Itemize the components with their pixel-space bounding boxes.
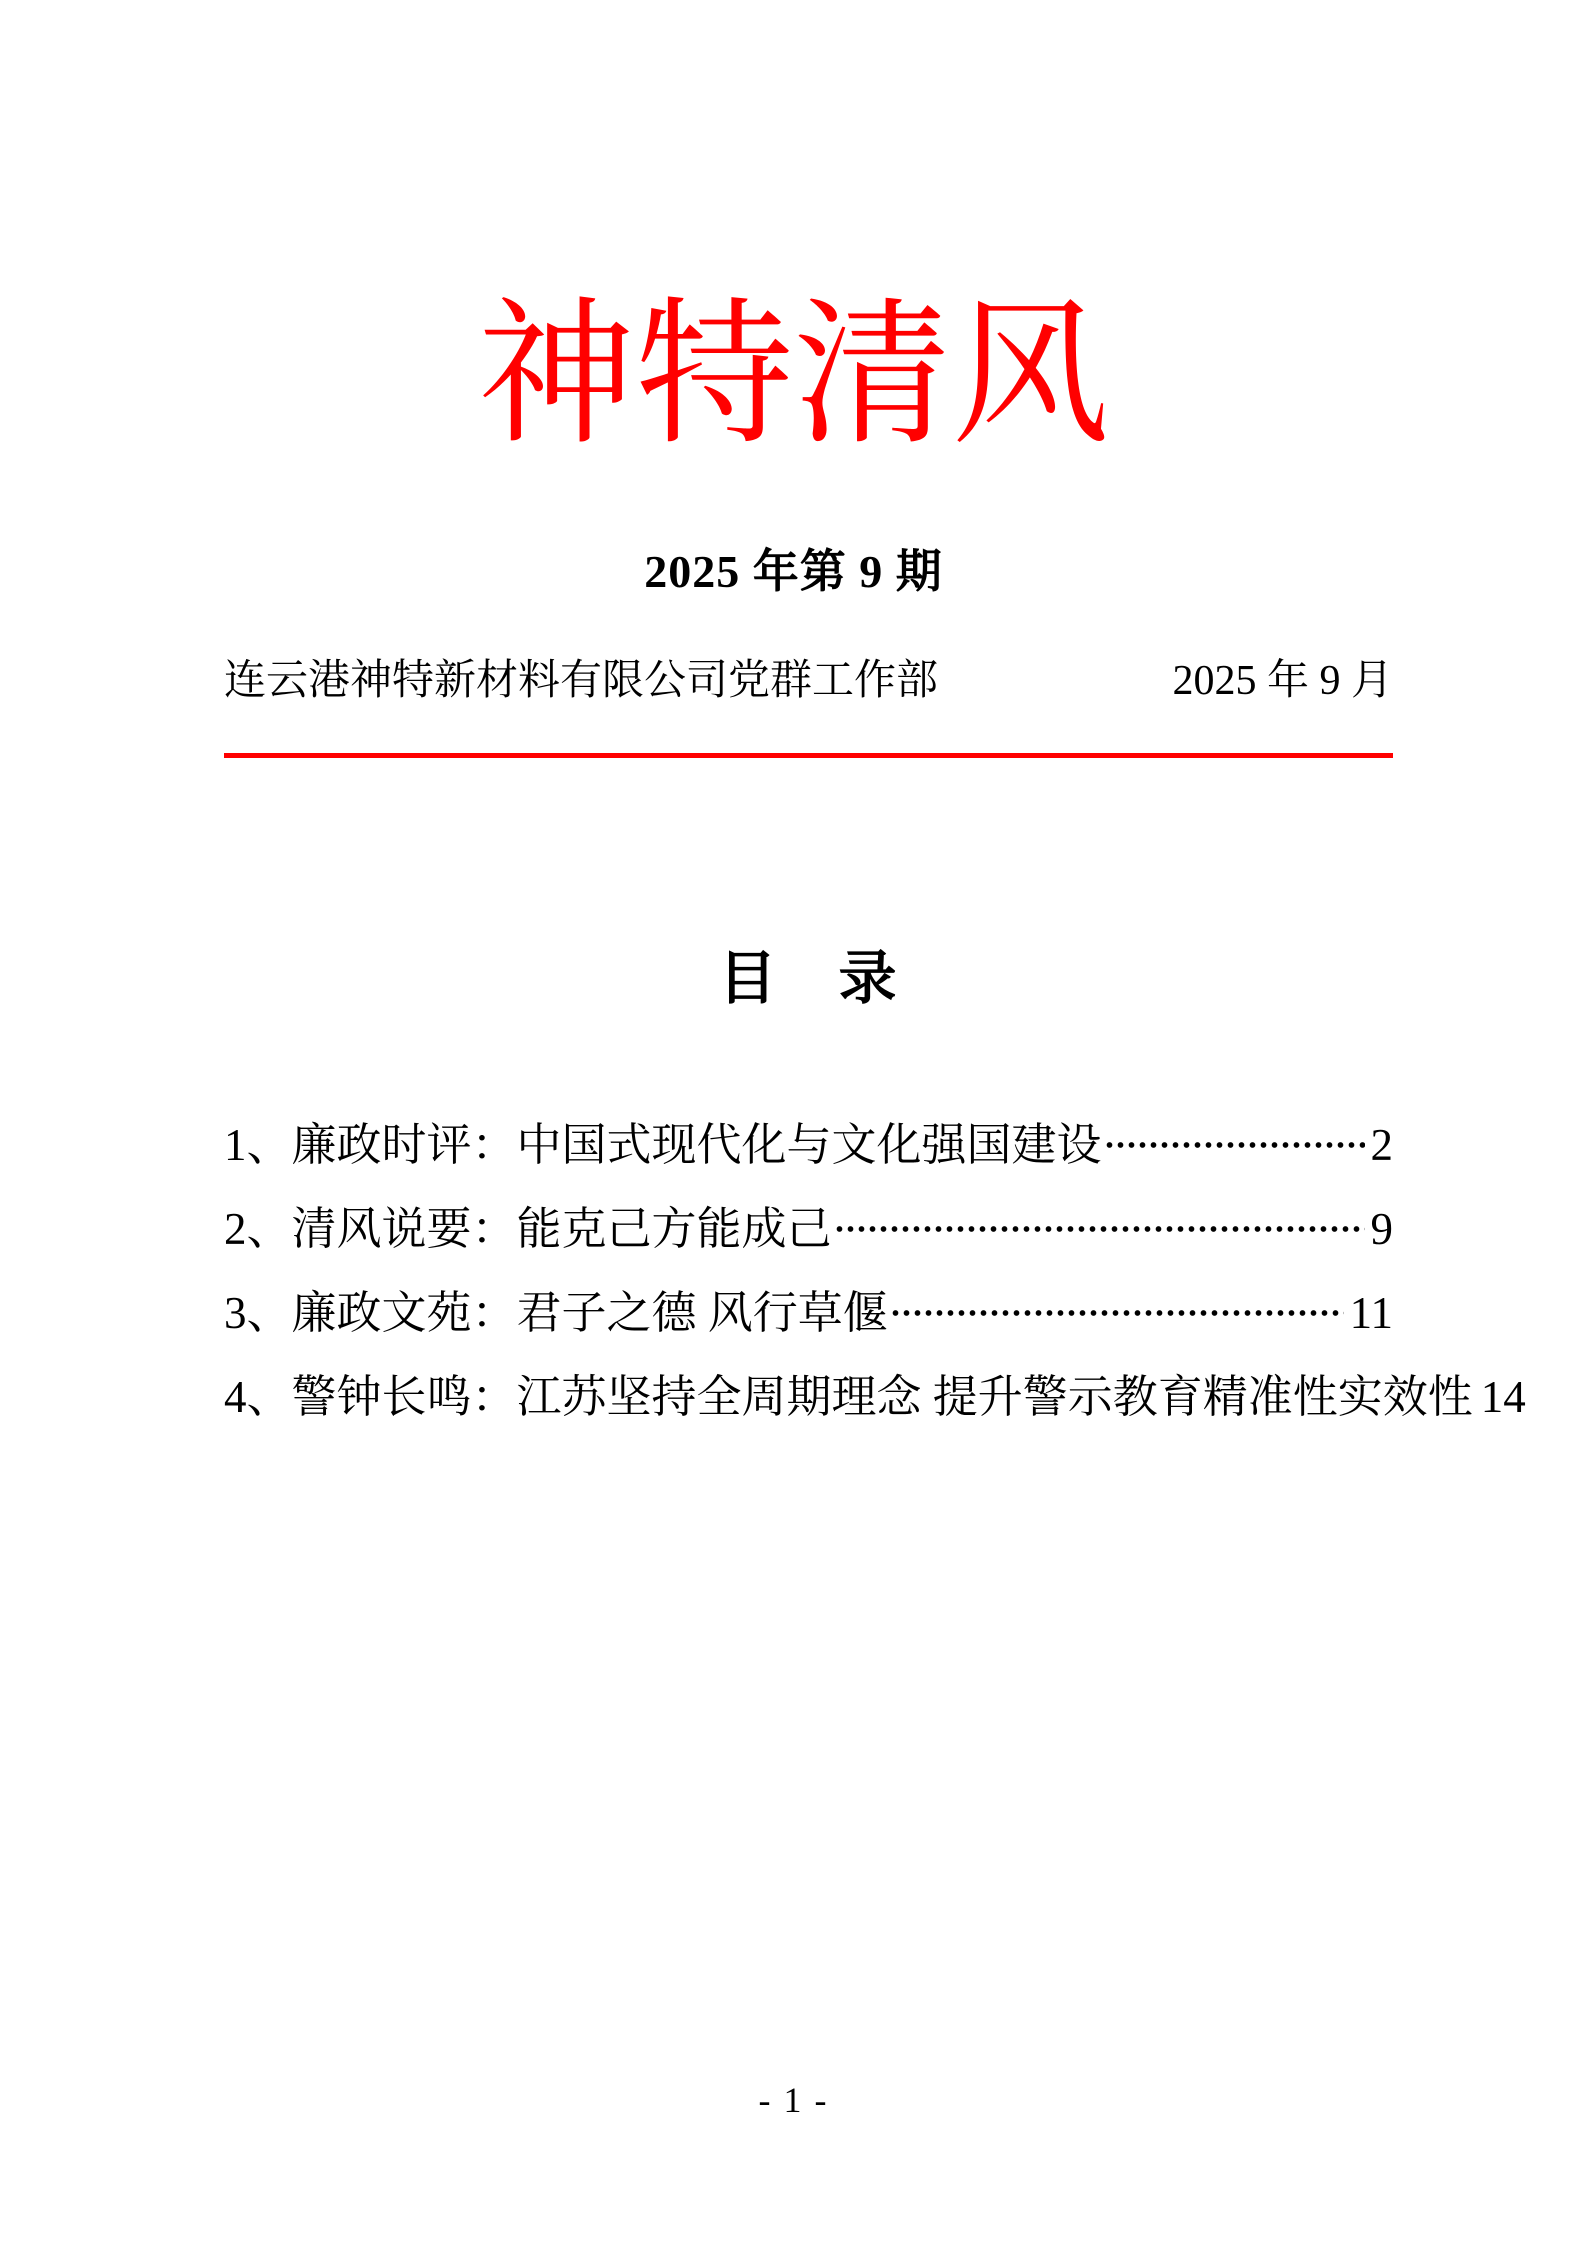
toc-heading: 目 录 xyxy=(718,946,899,1011)
page-number-footer: - 1 - xyxy=(758,2080,829,2120)
red-divider-rule xyxy=(224,753,1393,758)
toc-entry-label: 1、廉政时评：中国式现代化与文化强国建设 xyxy=(224,1119,1102,1170)
toc-entry-label: 3、廉政文苑：君子之德 风行草偃 xyxy=(224,1287,888,1338)
toc-dot-leader xyxy=(1104,1103,1365,1187)
issue-number-line: 2025 年第 9 期 xyxy=(644,546,943,597)
toc-entry-1 xyxy=(224,1103,1393,1187)
publisher-row xyxy=(224,658,1393,704)
toc-entry-page-number: 2 xyxy=(1370,1119,1393,1170)
toc-dot-leader xyxy=(890,1271,1344,1355)
toc-entry-page-number: 14 xyxy=(1480,1371,1526,1422)
toc-dot-leader xyxy=(834,1187,1365,1271)
toc-entry-2 xyxy=(224,1187,1393,1271)
toc-entry-label: 4、警钟长鸣：江苏坚持全周期理念 提升警示教育精准性实效性 xyxy=(224,1371,1473,1422)
toc-entry-3 xyxy=(224,1271,1393,1355)
masthead-title: 神特清风 xyxy=(477,289,1110,464)
publish-date: 2025 年 9 月 xyxy=(1172,658,1393,704)
toc-entry-page-number: 9 xyxy=(1370,1203,1393,1254)
publisher-name: 连云港神特新材料有限公司党群工作部 xyxy=(224,658,939,704)
toc-entry-4 xyxy=(224,1355,1526,1439)
toc-list xyxy=(224,1103,1526,1439)
toc-entry-label: 2、清风说要：能克己方能成己 xyxy=(224,1203,832,1254)
toc-entry-page-number: 11 xyxy=(1349,1287,1393,1338)
